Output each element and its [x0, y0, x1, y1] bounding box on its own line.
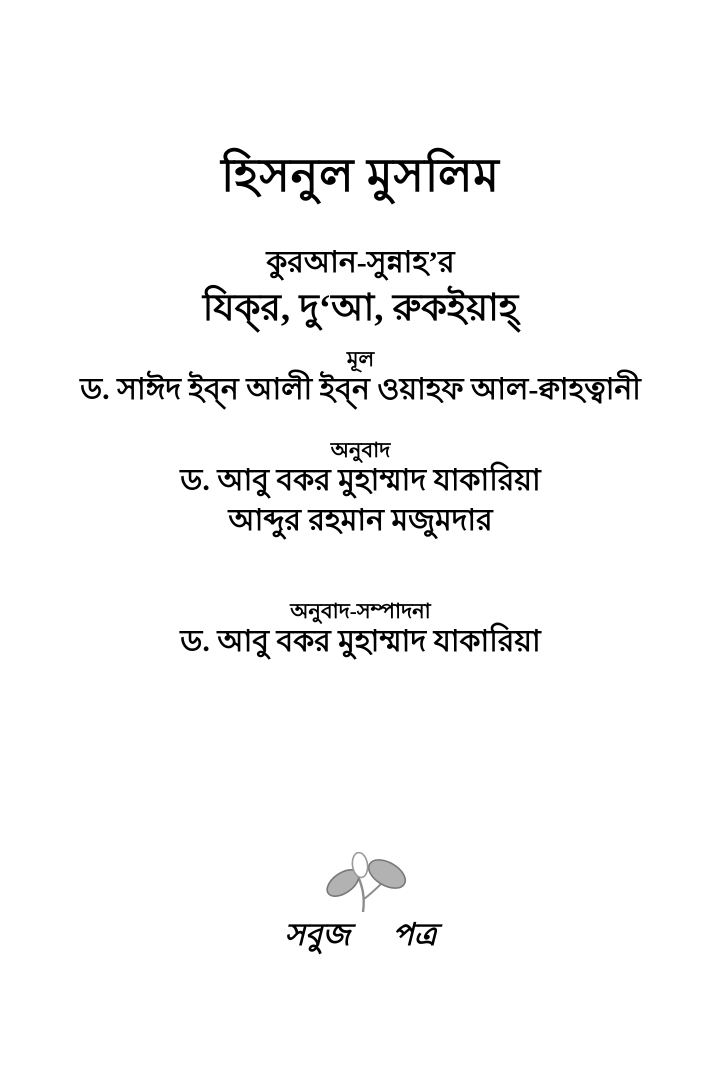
editing-label: অনুবাদ-সম্পাদনা	[290, 599, 431, 623]
publisher-logo	[285, 852, 437, 952]
translation-label: অনুবাদ	[330, 438, 391, 462]
logo-word-right: পত্র	[392, 917, 437, 952]
book-subtitle: যিক্‌র, দু‘আ, রুকইয়াহ্	[202, 288, 519, 329]
logo-word-left: সবুজ	[284, 917, 350, 952]
translator-name: আব্দুর রহমান মজুমদার	[228, 504, 493, 537]
editor-name: ড. আবু বকর মুহাম্মাদ যাকারিয়া	[180, 625, 541, 658]
translator-name: ড. আবু বকর মুহাম্মাদ যাকারিয়া	[180, 464, 541, 497]
series-line: কুরআন-সুন্নাহ’র	[266, 246, 455, 279]
sapling-icon	[321, 852, 413, 912]
right-leaf	[363, 854, 409, 894]
original-label: মূল	[346, 347, 375, 371]
original-author: ড. সাঈদ ইব্‌ন আলী ইব্‌ন ওয়াহফ আল-ক্বাহত্বানী	[80, 373, 641, 406]
book-title: হিসনুল মুসলিম	[221, 150, 500, 201]
